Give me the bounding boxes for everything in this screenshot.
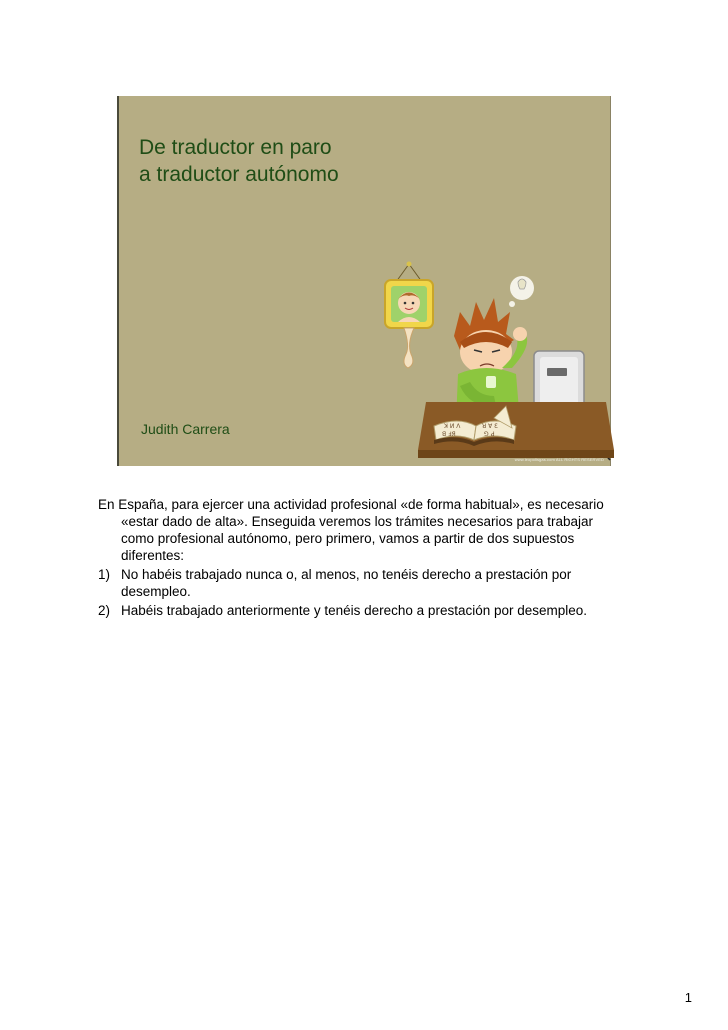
hanging-portrait (385, 262, 433, 369)
intro-paragraph: En España, para ejercer una actividad profesional «de forma habitual», es necesario «estar dado de alta». Enseguida veremos los trámites necesarios para trabajar como profesional autónomo, pero primero, vamos a partir de dos supuestos diferentes: (98, 497, 604, 563)
slide-title-line-1: De traductor en paro (139, 136, 332, 159)
scenario-list (98, 566, 623, 619)
presentation-slide (117, 96, 611, 466)
thought-bubble (509, 276, 534, 307)
list-item-text: No habéis trabajado nunca o, al menos, no tenéis derecho a prestación por desempleo. (121, 567, 572, 599)
translator-illustration (374, 256, 614, 464)
slide-author: Judith Carrera (141, 421, 230, 437)
list-item (98, 602, 623, 619)
slide-title-line-2: a traductor autónomo (139, 163, 339, 186)
document-body (98, 496, 623, 619)
list-item-number: 1) (98, 567, 111, 582)
svg-text:ꓨ Ԁ: ꓨ Ԁ (484, 431, 495, 438)
page-number: 1 (684, 990, 692, 1005)
list-item-text: Habéis trabajado anteriormente y tenéis derecho a prestación por desempleo. (121, 603, 588, 618)
list-item (98, 566, 623, 600)
list-item-number: 2) (98, 603, 111, 618)
svg-text:ꓭ ℲЯ: ꓭ ℲЯ (442, 431, 456, 438)
svg-text:ꓤ Ɐ Ɛ: ꓤ Ɐ Ɛ (482, 423, 498, 430)
illustration-copyright: www.leopolisgas.com ALL RIGHTS RESERVED (514, 457, 604, 462)
slide-title (139, 134, 339, 188)
svg-text:ꓘ И ꓥ: ꓘ И ꓥ (444, 423, 461, 430)
